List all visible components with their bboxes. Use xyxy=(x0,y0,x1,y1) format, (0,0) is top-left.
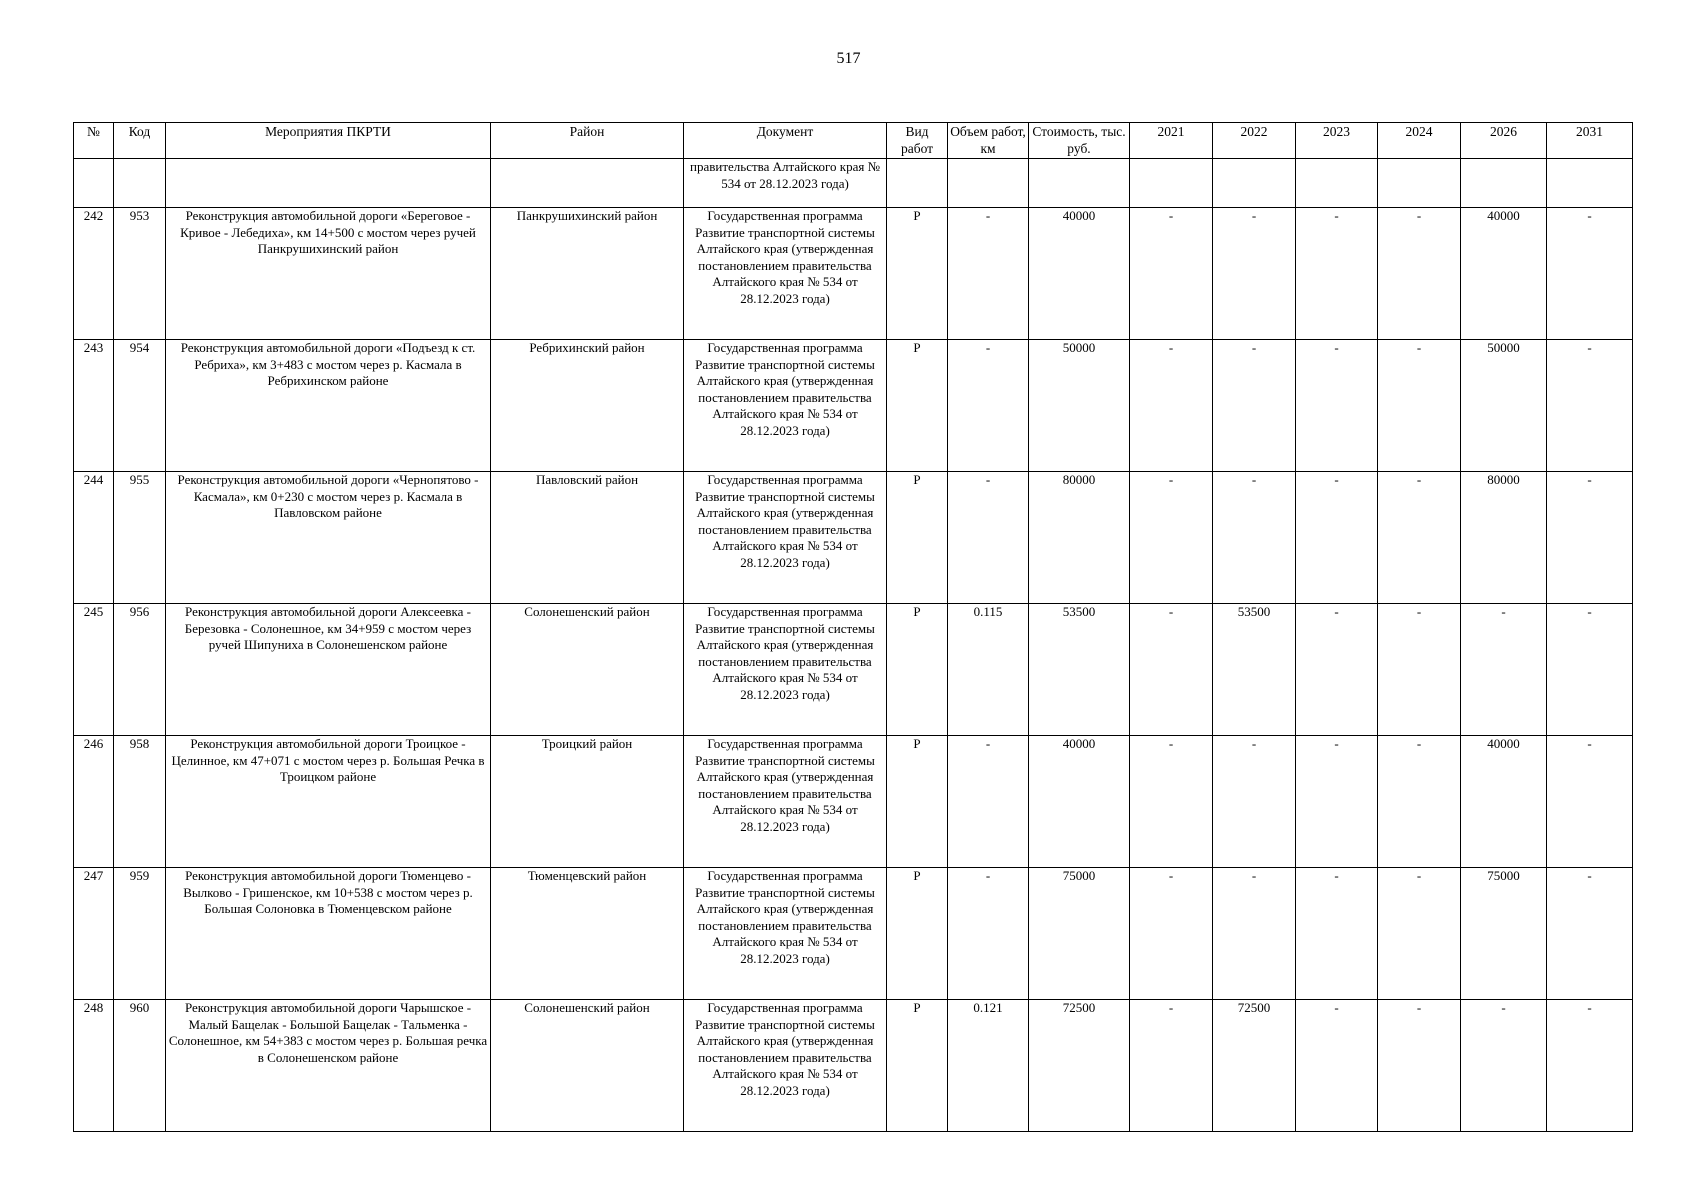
table-row xyxy=(74,1000,1633,1132)
cell-2022: - xyxy=(1213,868,1296,1000)
cell-code: 958 xyxy=(114,736,166,868)
cell-cost xyxy=(1029,159,1130,208)
cell-volume: - xyxy=(948,472,1029,604)
header-2021: 2021 xyxy=(1130,123,1213,159)
cell-num: 246 xyxy=(74,736,114,868)
cell-2031: - xyxy=(1547,868,1633,1000)
cell-2023: - xyxy=(1296,604,1378,736)
cell-code: 956 xyxy=(114,604,166,736)
cell-2024: - xyxy=(1378,604,1461,736)
cell-2021: - xyxy=(1130,868,1213,1000)
table-row xyxy=(74,736,1633,868)
cell-code: 955 xyxy=(114,472,166,604)
cell-work-type: Р xyxy=(887,1000,948,1132)
cell-2031: - xyxy=(1547,472,1633,604)
cell-document: Государственная программа Развитие транспортной системы Алтайского края (утвержденная постановлением правительства Алтайского края № 534 от 28.12.2023 года) xyxy=(684,472,887,604)
table-row xyxy=(74,604,1633,736)
cell-district: Павловский район xyxy=(491,472,684,604)
cell-2026: 80000 xyxy=(1461,472,1547,604)
cell-work-type: Р xyxy=(887,736,948,868)
continuation-row xyxy=(74,159,1633,208)
header-document: Документ xyxy=(684,123,887,159)
cell-event: Реконструкция автомобильной дороги «Чернопятово - Касмала», км 0+230 с мостом через р. Касмала в Павловском районе xyxy=(166,472,491,604)
cell-num xyxy=(74,159,114,208)
cell-volume xyxy=(948,159,1029,208)
cell-2031: - xyxy=(1547,604,1633,736)
cell-document: Государственная программа Развитие транспортной системы Алтайского края (утвержденная постановлением правительства Алтайского края № 534 от 28.12.2023 года) xyxy=(684,208,887,340)
cell-2021: - xyxy=(1130,208,1213,340)
cell-document: Государственная программа Развитие транспортной системы Алтайского края (утвержденная постановлением правительства Алтайского края № 534 от 28.12.2023 года) xyxy=(684,604,887,736)
cell-event: Реконструкция автомобильной дороги Троицкое - Целинное, км 47+071 с мостом через р. Большая Речка в Троицком районе xyxy=(166,736,491,868)
cell-2024: - xyxy=(1378,208,1461,340)
cell-work-type xyxy=(887,159,948,208)
cell-2031: - xyxy=(1547,736,1633,868)
cell-2026: - xyxy=(1461,1000,1547,1132)
table-row xyxy=(74,208,1633,340)
cell-code: 959 xyxy=(114,868,166,1000)
header-district: Район xyxy=(491,123,684,159)
cell-num: 248 xyxy=(74,1000,114,1132)
cell-work-type: Р xyxy=(887,868,948,1000)
cell-document: Государственная программа Развитие транспортной системы Алтайского края (утвержденная постановлением правительства Алтайского края № 534 от 28.12.2023 года) xyxy=(684,868,887,1000)
cell-volume: - xyxy=(948,868,1029,1000)
cell-2021: - xyxy=(1130,340,1213,472)
header-event: Мероприятия ПКРТИ xyxy=(166,123,491,159)
cell-2021: - xyxy=(1130,1000,1213,1132)
cell-document: Государственная программа Развитие транспортной системы Алтайского края (утвержденная постановлением правительства Алтайского края № 534 от 28.12.2023 года) xyxy=(684,1000,887,1132)
cell-2024: - xyxy=(1378,1000,1461,1132)
table-row xyxy=(74,340,1633,472)
header-cost: Стоимость, тыс. руб. xyxy=(1029,123,1130,159)
page-number: 517 xyxy=(836,50,861,67)
cell-district: Солонешенский район xyxy=(491,604,684,736)
cell-2022: - xyxy=(1213,208,1296,340)
cell-num: 245 xyxy=(74,604,114,736)
cell-2022: 72500 xyxy=(1213,1000,1296,1132)
header-work-type: Вид работ xyxy=(887,123,948,159)
header-2022: 2022 xyxy=(1213,123,1296,159)
cell-2026: 40000 xyxy=(1461,736,1547,868)
cell-2024: - xyxy=(1378,340,1461,472)
cell-2024 xyxy=(1378,159,1461,208)
cell-2026: - xyxy=(1461,604,1547,736)
cell-2026: 50000 xyxy=(1461,340,1547,472)
cell-work-type: Р xyxy=(887,208,948,340)
cell-2023: - xyxy=(1296,736,1378,868)
header-2024: 2024 xyxy=(1378,123,1461,159)
cell-cost: 53500 xyxy=(1029,604,1130,736)
cell-code: 954 xyxy=(114,340,166,472)
cell-2022 xyxy=(1213,159,1296,208)
cell-2024: - xyxy=(1378,736,1461,868)
cell-document: правительства Алтайского края № 534 от 28.12.2023 года) xyxy=(684,159,887,208)
cell-2021: - xyxy=(1130,736,1213,868)
table-row xyxy=(74,472,1633,604)
cell-event: Реконструкция автомобильной дороги Чарышское - Малый Бащелак - Большой Бащелак - Тальменка - Солонешное, км 54+383 с мостом через р. Большая речка в Солонешенском районе xyxy=(166,1000,491,1132)
cell-2021: - xyxy=(1130,604,1213,736)
cell-2026: 75000 xyxy=(1461,868,1547,1000)
cell-code: 960 xyxy=(114,1000,166,1132)
cell-district xyxy=(491,159,684,208)
cell-num: 242 xyxy=(74,208,114,340)
cell-event: Реконструкция автомобильной дороги Алексеевка - Березовка - Солонешное, км 34+959 с мостом через ручей Шипуниха в Солонешенском районе xyxy=(166,604,491,736)
cell-volume: - xyxy=(948,736,1029,868)
header-num: № xyxy=(74,123,114,159)
table-row xyxy=(74,868,1633,1000)
cell-document: Государственная программа Развитие транспортной системы Алтайского края (утвержденная постановлением правительства Алтайского края № 534 от 28.12.2023 года) xyxy=(684,736,887,868)
cell-district: Тюменцевский район xyxy=(491,868,684,1000)
cell-district: Ребрихинский район xyxy=(491,340,684,472)
cell-cost: 72500 xyxy=(1029,1000,1130,1132)
cell-district: Солонешенский район xyxy=(491,1000,684,1132)
cell-2022: - xyxy=(1213,736,1296,868)
cell-cost: 50000 xyxy=(1029,340,1130,472)
cell-2031: - xyxy=(1547,340,1633,472)
cell-num: 247 xyxy=(74,868,114,1000)
cell-num: 243 xyxy=(74,340,114,472)
cell-2024: - xyxy=(1378,472,1461,604)
cell-2024: - xyxy=(1378,868,1461,1000)
cell-2023: - xyxy=(1296,340,1378,472)
cell-event xyxy=(166,159,491,208)
cell-event: Реконструкция автомобильной дороги «Береговое - Кривое - Лебедиха», км 14+500 с мостом через ручей Панкрушихинский район xyxy=(166,208,491,340)
cell-2023 xyxy=(1296,159,1378,208)
cell-2021 xyxy=(1130,159,1213,208)
cell-volume: - xyxy=(948,208,1029,340)
cell-code xyxy=(114,159,166,208)
cell-work-type: Р xyxy=(887,604,948,736)
cell-2023: - xyxy=(1296,1000,1378,1132)
cell-volume: 0.121 xyxy=(948,1000,1029,1132)
header-row xyxy=(74,123,1633,159)
cell-2022: - xyxy=(1213,340,1296,472)
cell-work-type: Р xyxy=(887,472,948,604)
cell-2026 xyxy=(1461,159,1547,208)
cell-event: Реконструкция автомобильной дороги «Подъезд к ст. Ребриха», км 3+483 с мостом через р. Касмала в Ребрихинском районе xyxy=(166,340,491,472)
cell-2022: - xyxy=(1213,472,1296,604)
cell-2031: - xyxy=(1547,1000,1633,1132)
header-2031: 2031 xyxy=(1547,123,1633,159)
cell-2031: - xyxy=(1547,208,1633,340)
cell-district: Троицкий район xyxy=(491,736,684,868)
cell-2021: - xyxy=(1130,472,1213,604)
projects-table xyxy=(73,122,1633,1132)
cell-2023: - xyxy=(1296,208,1378,340)
cell-2023: - xyxy=(1296,868,1378,1000)
header-2026: 2026 xyxy=(1461,123,1547,159)
cell-cost: 80000 xyxy=(1029,472,1130,604)
cell-work-type: Р xyxy=(887,340,948,472)
cell-district: Панкрушихинский район xyxy=(491,208,684,340)
cell-volume: 0.115 xyxy=(948,604,1029,736)
header-code: Код xyxy=(114,123,166,159)
cell-cost: 75000 xyxy=(1029,868,1130,1000)
cell-num: 244 xyxy=(74,472,114,604)
cell-2022: 53500 xyxy=(1213,604,1296,736)
header-volume: Объем работ, км xyxy=(948,123,1029,159)
cell-cost: 40000 xyxy=(1029,736,1130,868)
cell-2026: 40000 xyxy=(1461,208,1547,340)
cell-document: Государственная программа Развитие транспортной системы Алтайского края (утвержденная постановлением правительства Алтайского края № 534 от 28.12.2023 года) xyxy=(684,340,887,472)
cell-cost: 40000 xyxy=(1029,208,1130,340)
cell-event: Реконструкция автомобильной дороги Тюменцево - Вылково - Гришенское, км 10+538 с мостом через р. Большая Солоновка в Тюменцевском районе xyxy=(166,868,491,1000)
cell-code: 953 xyxy=(114,208,166,340)
cell-2023: - xyxy=(1296,472,1378,604)
cell-2031 xyxy=(1547,159,1633,208)
header-2023: 2023 xyxy=(1296,123,1378,159)
cell-volume: - xyxy=(948,340,1029,472)
